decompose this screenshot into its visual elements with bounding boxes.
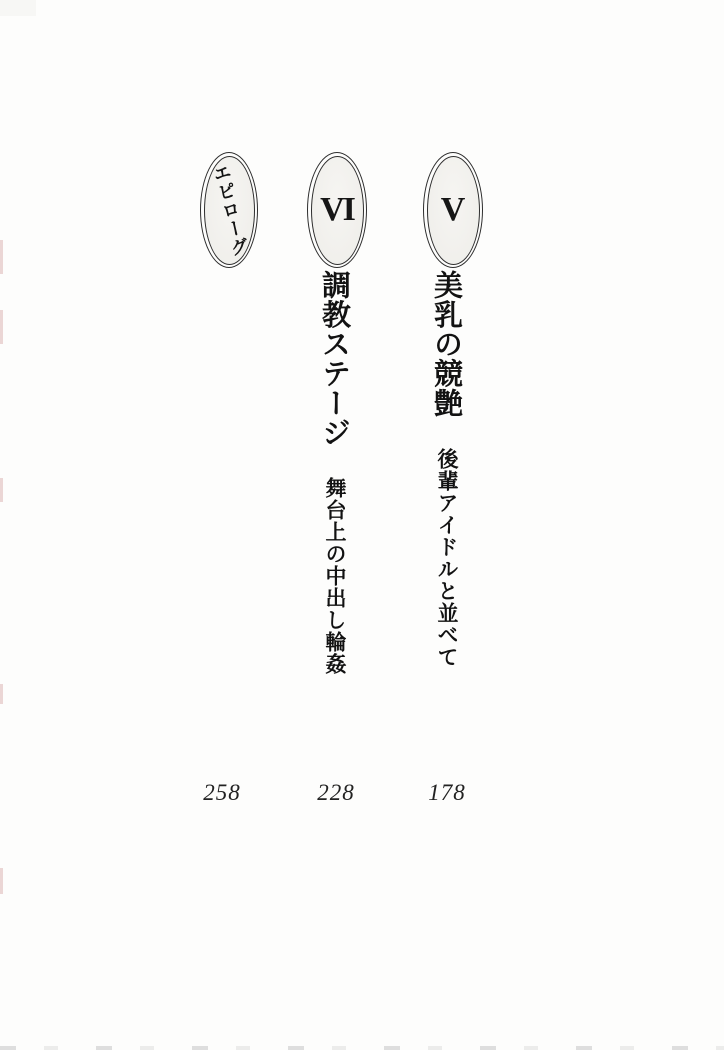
chapter-6-entry (318, 270, 352, 675)
chapter-6-badge-inner-ring (311, 156, 364, 265)
chapter-5-badge-inner-ring (427, 156, 480, 265)
epilogue-page-number: 258 (203, 780, 241, 805)
chapter-5-page-number: 178 (428, 780, 466, 805)
chapter-6-page-number: 228 (317, 780, 355, 805)
chapter-6-subtitle: 舞台上の中出し輪姦 (323, 477, 347, 675)
chapter-5-subtitle: 後輩アイドルと並べて (435, 447, 459, 668)
chapter-6-badge-ellipse (307, 152, 367, 268)
chapter-6-numeral: VI (320, 191, 354, 228)
epilogue-badge-inner-ring (204, 156, 255, 265)
epilogue-label: エピローグ (208, 161, 251, 259)
chapter-5-numeral: V (440, 191, 466, 228)
scan-edge-mark (0, 684, 3, 704)
epilogue-badge-ellipse (200, 152, 258, 268)
chapter-6-title: 調教ステージ (318, 270, 352, 447)
scan-corner-artifact (0, 0, 36, 16)
scan-edge-mark (0, 310, 3, 344)
scan-edge-mark (0, 240, 3, 274)
chapter-5-badge-ellipse (423, 152, 483, 268)
chapter-5-entry (430, 270, 464, 668)
scan-bottom-noise (0, 1046, 724, 1050)
scan-edge-mark (0, 478, 3, 502)
scan-edge-mark (0, 868, 3, 894)
chapter-5-title: 美乳の競艶 (430, 270, 464, 418)
